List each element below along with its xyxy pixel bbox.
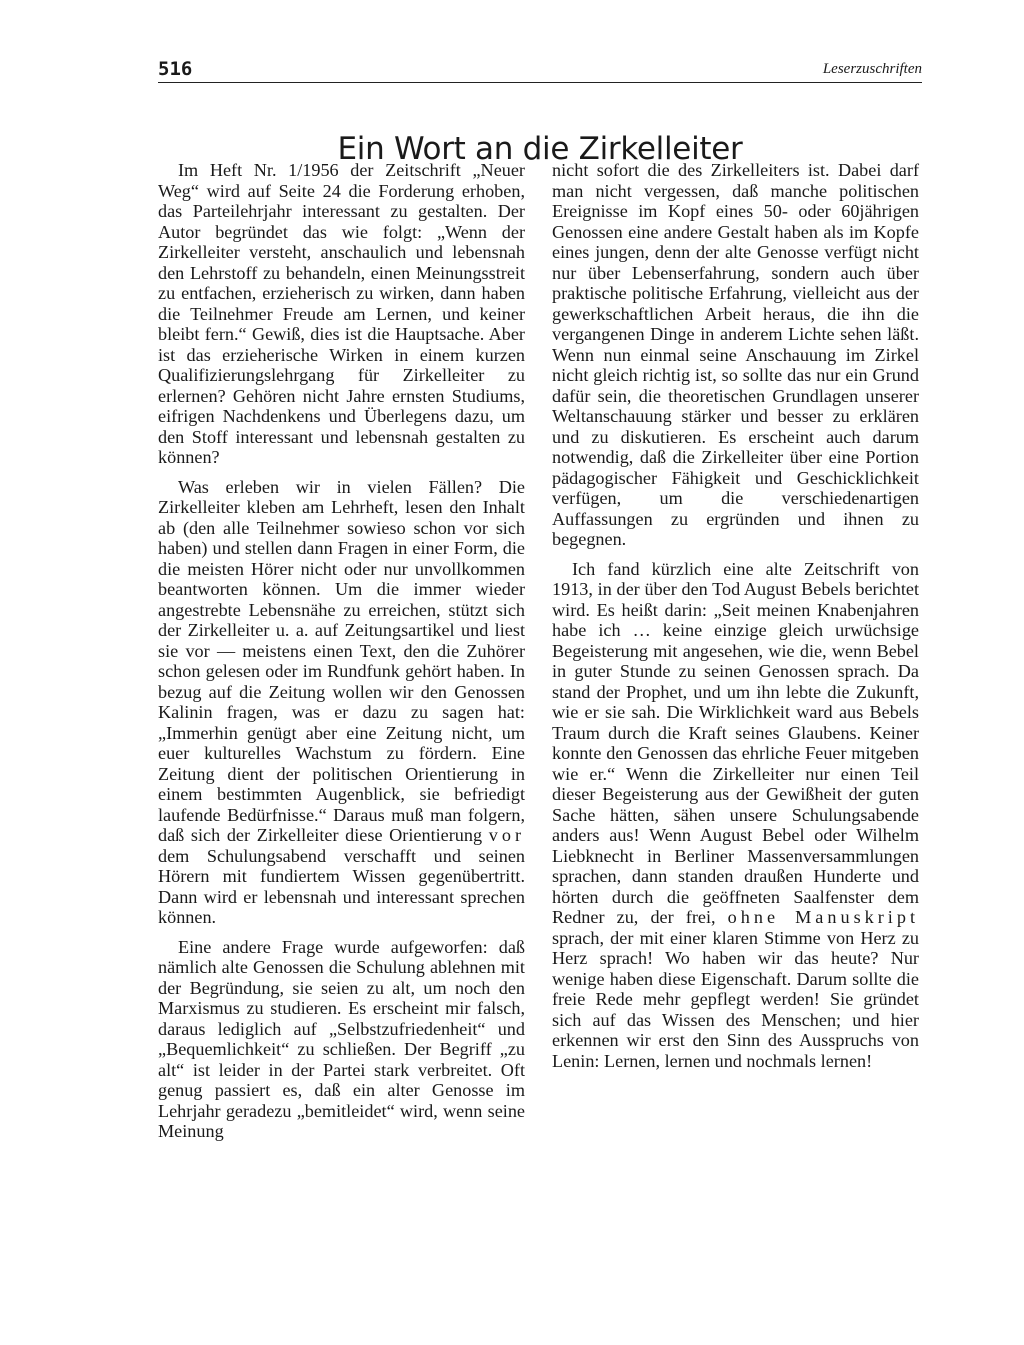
article-title: Ein Wort an die Zirkelleiter bbox=[337, 130, 743, 167]
text-run: Ich fand kürzlich eine alte Zeitschrift von 1913, in der über den Tod August Bebels berichtet wird. Es heißt darin: „Seit meinen Knabenjahren habe ich … keine einzige gleich urwüchsige Begeisterung mit angesehen, wie die, wenn Bebel in guter Stunde zu seinen Genossen sprach. Da stand der Prophet, und um ihn lebte die Zukunft, wie er sie sah. Die Wirklichkeit ward aus Bebels Traum durch die Kraft seines Glaubens. Keiner konnte den Genossen das ehrliche Feuer mitgeben wie er.“ Wenn die Zirkelleiter nur einen Teil dieser Begeisterung aus der Gewißheit der guten Sache hätten, sähen unsere Schulungsabende anders aus! Wenn August Bebel oder Wilhelm Liebknecht in Berliner Massenversammlungen sprachen, dann standen draußen Hunderte und hörten durch die geöffneten Saalfenster dem Redner zu, der frei, bbox=[552, 558, 919, 927]
text-run: dem Schulungsabend verschafft und seinen Hörern mit fundiertem Wissen gegenübertritt. Dann wird er lebensnah und interessant sprechen können. bbox=[158, 845, 525, 927]
paragraph bbox=[158, 477, 525, 928]
paragraph: nicht sofort die des Zirkelleiters ist. Dabei darf man nicht vergessen, daß manche politischen Ereignisse im Kopf eines 50- oder 60jährigen Genossen eine andere Gestalt haben als im Kopfe eines jungen, denn der alte Genosse verfügt nicht nur über Lebenserfahrung, sondern auch über praktische politische Erfahrung, vielleicht aus der gewerkschaftlichen Arbeit heraus, die ihn die vergangenen Dinge in anderem Lichte sehen läßt. Wenn nun einmal seine Anschauung im Zirkel nicht gleich richtig ist, so sollte das nur ein Grund dafür sein, die theoretischen Grundlagen unserer Weltanschauung stärker und besser zu erklären und zu diskutieren. Es erscheint auch darum notwendig, daß die Zirkelleiter über eine Portion pädagogischer Fähigkeit und Geschicklichkeit verfügen, um die verschiedenartigen Auffassungen zu ergründen und ihnen zu begegnen. bbox=[552, 160, 919, 549]
left-column bbox=[158, 160, 525, 1151]
paragraph: Im Heft Nr. 1/1956 der Zeitschrift „Neuer Weg“ wird auf Seite 24 die Forderung erhoben, das Parteilehrjahr interessant zu gestalten. Der Autor begründet das wie folgt: „Wenn der Zirkelleiter versteht, anschaulich und lebensnah den Lehrstoff zu behandeln, einen Meinungsstreit zu entfachen, erzieherisch zu wirken, dann haben die Teilnehmer Freude am Lernen, und keiner bleibt fern.“ Gewiß, dies ist die Hauptsache. Aber ist das erzieherische Wirken in einem kurzen Qualifizierungslehrgang für Zirkelleiter zu erlernen? Gehören nicht Jahre ernsten Studiums, eifrigen Nachdenkens und Überlegens dazu, um den Stoff interessant und lebensnah gestalten zu können? bbox=[158, 160, 525, 467]
right-column bbox=[552, 160, 919, 1080]
paragraph bbox=[552, 559, 919, 1072]
page-number: 516 bbox=[158, 58, 193, 80]
text-run: sprach, der mit einer klaren Stimme von Herz zu Herz sprach! Wo haben wir das heute? Nur wenige haben diese Eigenschaft. Darum sollte die freie Rede mehr gepflegt werden! Sie gründet sich auf das Wissen des Menschen; und hier erkennen wir erst den Sinn des Ausspruchs von Lenin: Lernen, lernen und nochmals lernen! bbox=[552, 927, 919, 1071]
running-head: Leserzuschriften bbox=[822, 61, 922, 77]
text-run: Was erleben wir in vielen Fällen? Die Zirkelleiter kleben am Lehrheft, lesen den Inhalt ab (den alle Teilnehmer sowieso schon vor sich haben) und stellen dann Fragen in einer Form, die die meisten Hörer nicht oder nur unvollkommen beantworten können. Um die immer wieder angestrebte Lebensnähe zu erreichen, stützt sich der Zirkelleiter u. a. auf Zeitungsartikel und liest sie vor — meistens einen Text, den die Zuhörer schon gelesen oder im Rundfunk gehört haben. In bezug auf die Zeitung wollen wir den Genossen Kalinin fragen, was er dazu zu sagen hat: „Immerhin genügt aber eine Zeitung nicht, um euer kulturelles Wachstum zu fördern. Eine Zeitung dient der politischen Orientierung in einem bestimmten Augenblick, sie befriedigt laufende Bedürfnisse.“ Daraus muß man folgern, daß sich der Zirkelleiter diese Orientierung bbox=[158, 476, 525, 845]
page-header bbox=[158, 58, 922, 84]
paragraph: Eine andere Frage wurde aufgeworfen: daß nämlich alte Genossen die Schulung ablehnen mit der Begründung, sie seien zu alt, um noch den Marxismus zu studieren. Es erscheint mir falsch, daraus lediglich auf „Selbstzufriedenheit“ und „Bequemlichkeit“ zu schließen. Der Begriff „zu alt“ ist leider in der Partei stark verbreitet. Oft genug passiert es, daß ein alter Genosse im Lehrjahr geradezu „bemitleidet“ wird, wenn seine Meinung bbox=[158, 936, 525, 1141]
header-rule bbox=[158, 82, 922, 83]
emphasized-text: vor bbox=[488, 825, 525, 845]
emphasized-text: ohne Manuskript bbox=[727, 907, 919, 927]
